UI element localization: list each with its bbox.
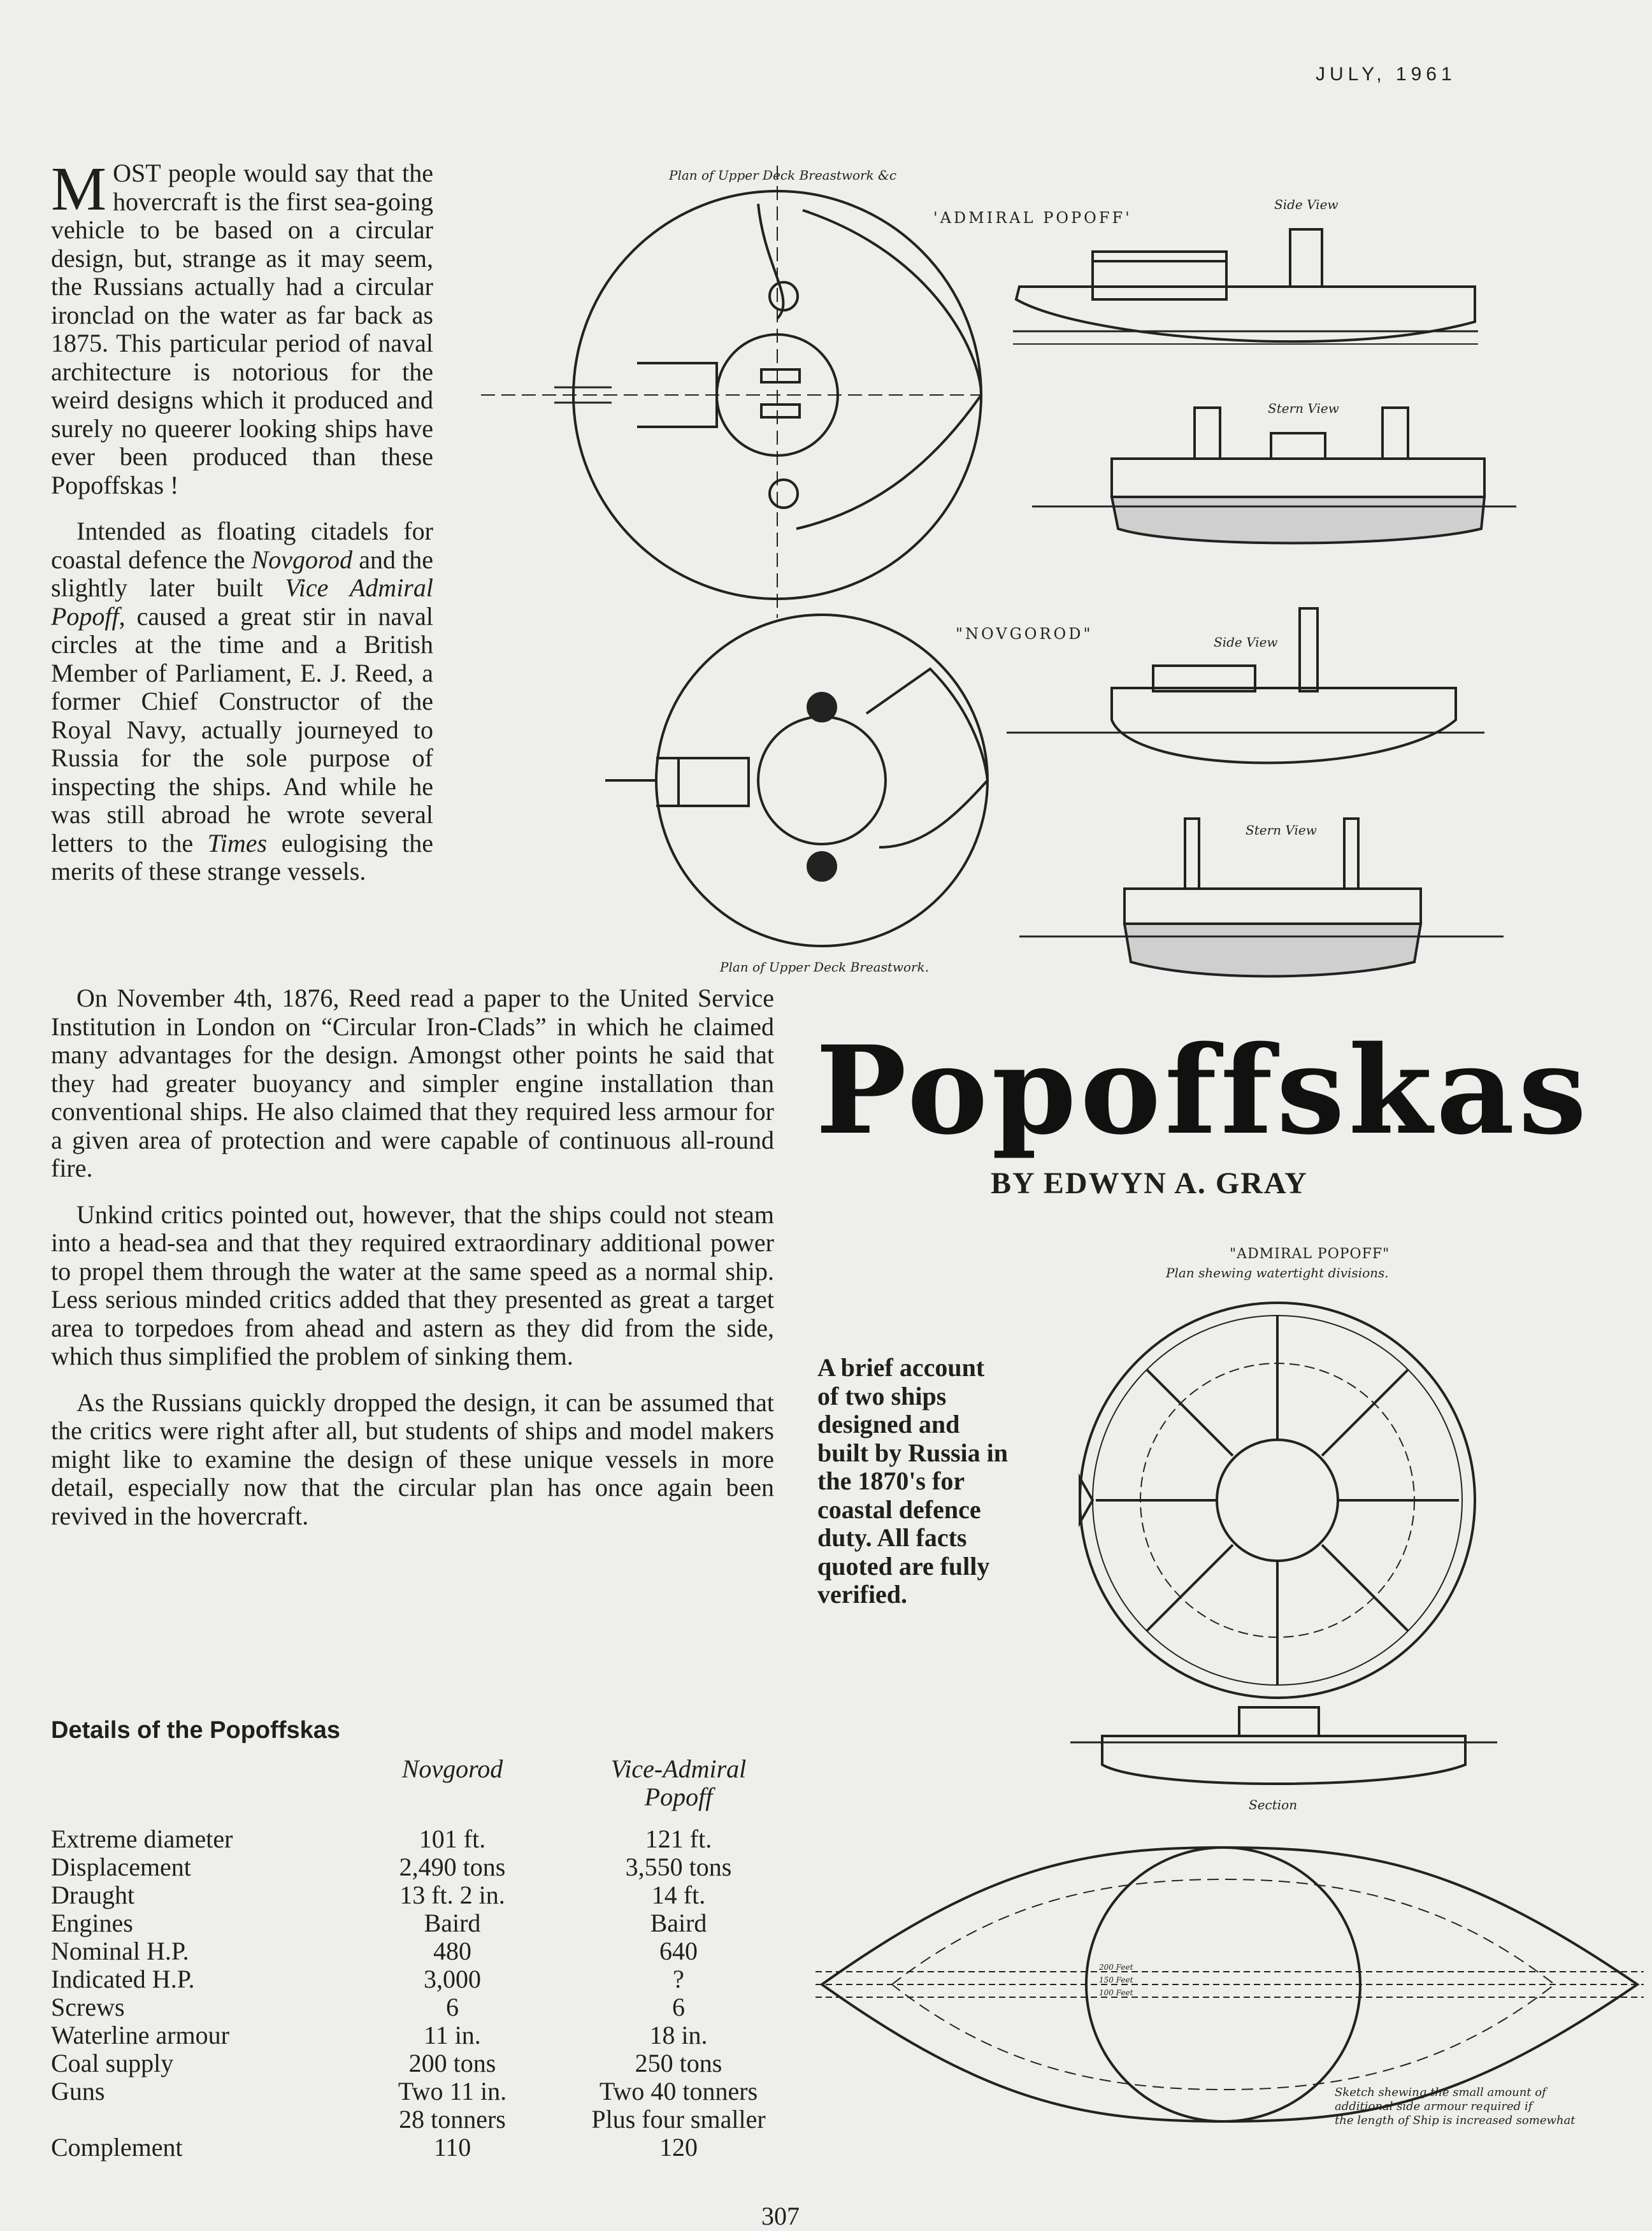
row-label: Coal supply bbox=[51, 2049, 174, 2077]
row-vice-value: Plus four smaller bbox=[591, 2105, 766, 2134]
ship-name-novgorod: Novgorod bbox=[251, 545, 353, 574]
row-vice-value: Baird bbox=[650, 1909, 707, 1937]
col-vice-admiral: Vice-Admiral Popoff bbox=[610, 1754, 747, 1811]
row-novgorod-value: 11 in. bbox=[424, 2021, 481, 2049]
row-novgorod-value: 200 tons bbox=[408, 2049, 496, 2077]
label-side-view-2: Side View bbox=[1214, 635, 1278, 650]
row-novgorod-value: Two 11 in. bbox=[398, 2077, 507, 2105]
label-sketch-caption-2: additional side armour required if bbox=[1335, 2100, 1533, 2113]
row-vice-value: 120 bbox=[659, 2133, 698, 2162]
article-title: Popoffskas bbox=[815, 1019, 1591, 1161]
row-label: Guns bbox=[51, 2077, 105, 2105]
row-label: Engines bbox=[51, 1909, 133, 1937]
novgorod-stern-view bbox=[1019, 819, 1504, 977]
label-plan-upper-bottom: Plan of Upper Deck Breastwork. bbox=[720, 959, 930, 975]
row-novgorod-value: 480 bbox=[433, 1937, 471, 1965]
label-section: Section bbox=[1249, 1797, 1298, 1812]
label-sketch-caption-1: Sketch shewing the small amount of bbox=[1335, 2086, 1546, 2099]
row-novgorod-value: Baird bbox=[424, 1909, 481, 1937]
row-vice-value: 121 ft. bbox=[645, 1825, 712, 1853]
hull-length-sketch bbox=[815, 1847, 1644, 2121]
row-label: Nominal H.P. bbox=[51, 1937, 189, 1965]
row-label: Screws bbox=[51, 1993, 125, 2021]
row-label: Draught bbox=[51, 1881, 135, 1909]
label-stern-view-2: Stern View bbox=[1246, 822, 1317, 838]
details-heading: Details of the Popoffskas bbox=[51, 1717, 340, 1744]
label-admiral-popoff: 'ADMIRAL POPOFF' bbox=[933, 209, 1132, 227]
row-vice-value: 250 tons bbox=[635, 2049, 722, 2077]
watertight-plan bbox=[1080, 1303, 1475, 1698]
row-vice-value: 3,550 tons bbox=[625, 1853, 732, 1881]
col-novgorod: Novgorod bbox=[401, 1754, 503, 1783]
paragraph-5: As the Russians quickly dropped the design, it can be assumed that the critics were right after all, but students of ships and model makers might like to examine the design of these unique vessels in more detail, especially now that the circular plan has once again been revived in the hovercraft. bbox=[51, 1388, 774, 1530]
page-number: 307 bbox=[761, 2202, 800, 2230]
row-vice-value: 18 in. bbox=[649, 2021, 708, 2049]
article-summary: A brief account of two ships designed and built by Russia in the 1870's for coastal defence duty. All facts quoted are fully verified. bbox=[817, 1353, 1009, 1609]
label-stern-view: Stern View bbox=[1268, 401, 1339, 416]
admiral-popoff-stern-view bbox=[1032, 408, 1516, 543]
plan-drawing-top bbox=[481, 166, 981, 618]
row-label: Indicated H.P. bbox=[51, 1965, 195, 1993]
row-label: Displacement bbox=[51, 1853, 191, 1881]
paragraph-3: On November 4th, 1876, Reed read a paper to the United Service Institution in London on “Circular Iron-Clads” in which he claimed many advantages for the design. Amongst other points he said that they had greater buoyancy and simpler engine installation than conventional ships. He also claimed that they required less armour for a given area of protection and were capable of continuous all-round fire. bbox=[51, 984, 774, 1182]
label-plan-upper-top: Plan of Upper Deck Breastwork &c bbox=[669, 168, 897, 183]
row-label: Waterline armour bbox=[51, 2021, 229, 2049]
paragraph-4: Unkind critics pointed out, however, that the ships could not steam into a head-sea and that they required extraordinary additional power to propel them through the water at the same speed as a normal ship. Less serious minded critics added that they presented as great a target area to torpedoes from ahead and astern as they did from the side, which thus simplified the problem of sinking them. bbox=[51, 1200, 774, 1370]
row-vice-value: 14 ft. bbox=[651, 1881, 706, 1909]
drop-cap: M bbox=[51, 155, 107, 224]
row-novgorod-value: 6 bbox=[446, 1993, 459, 2021]
row-vice-value: ? bbox=[673, 1965, 684, 1993]
row-label: Complement bbox=[51, 2133, 183, 2162]
row-novgorod-value: 28 tonners bbox=[399, 2105, 506, 2134]
plan-drawing-bottom bbox=[605, 615, 988, 946]
label-watertight: Plan shewing watertight divisions. bbox=[1166, 1265, 1389, 1280]
row-novgorod-value: 3,000 bbox=[424, 1965, 481, 1993]
label-scale-200: 200 Feet bbox=[1099, 1963, 1133, 1972]
paragraph-2: Intended as floating citadels for coastal defence the Novgorod and the slightly later built Vice Admiral Popoff, caused a great stir in naval circles at the time and a British Member of Parliament, E. J. Reed, a former Chief Constructor of the Royal Navy, actually journeyed to Russia for the sole purpose of inspecting the ships. And while he was still abroad he wrote several letters to the Times eulogising the merits of these strange vessels. bbox=[51, 517, 433, 886]
byline: BY EDWYN A. GRAY bbox=[991, 1166, 1308, 1200]
label-scale-150: 150 Feet bbox=[1099, 1976, 1133, 1984]
label-sketch-caption-3: the length of Ship is increased somewhat bbox=[1335, 2114, 1576, 2127]
issue-date: JULY, 1961 bbox=[1316, 64, 1456, 85]
newspaper-name: Times bbox=[207, 828, 268, 857]
admiral-popoff-side-view bbox=[1013, 229, 1478, 344]
section-drawing bbox=[1070, 1707, 1497, 1784]
row-novgorod-value: 13 ft. 2 in. bbox=[399, 1881, 505, 1909]
label-side-view: Side View bbox=[1274, 197, 1339, 212]
label-scale-100: 100 Feet bbox=[1099, 1988, 1133, 1997]
label-novgorod: "NOVGOROD" bbox=[956, 625, 1093, 643]
row-novgorod-value: 110 bbox=[433, 2133, 471, 2162]
ship-name-vice-admiral: Vice Admiral Popoff bbox=[51, 573, 433, 631]
row-vice-value: Two 40 tonners bbox=[599, 2077, 758, 2105]
paragraph-1-text: OST people would say that the hovercraft is the first sea-going vehicle to be based on a circular design, but, strange as it may seem, the Russians actually had a circular ironclad on the water as far back as 1875. This particular period of naval architecture is notorious for the weird designs which it produced and surely no queerer looking ships have ever been produced than these Popoffskas ! bbox=[51, 159, 433, 499]
row-novgorod-value: 2,490 tons bbox=[399, 1853, 506, 1881]
label-admiral-popoff-2: "ADMIRAL POPOFF" bbox=[1230, 1246, 1390, 1262]
row-novgorod-value: 101 ft. bbox=[419, 1825, 486, 1853]
row-vice-value: 640 bbox=[659, 1937, 698, 1965]
row-vice-value: 6 bbox=[672, 1993, 685, 2021]
row-label: Extreme diameter bbox=[51, 1825, 233, 1853]
